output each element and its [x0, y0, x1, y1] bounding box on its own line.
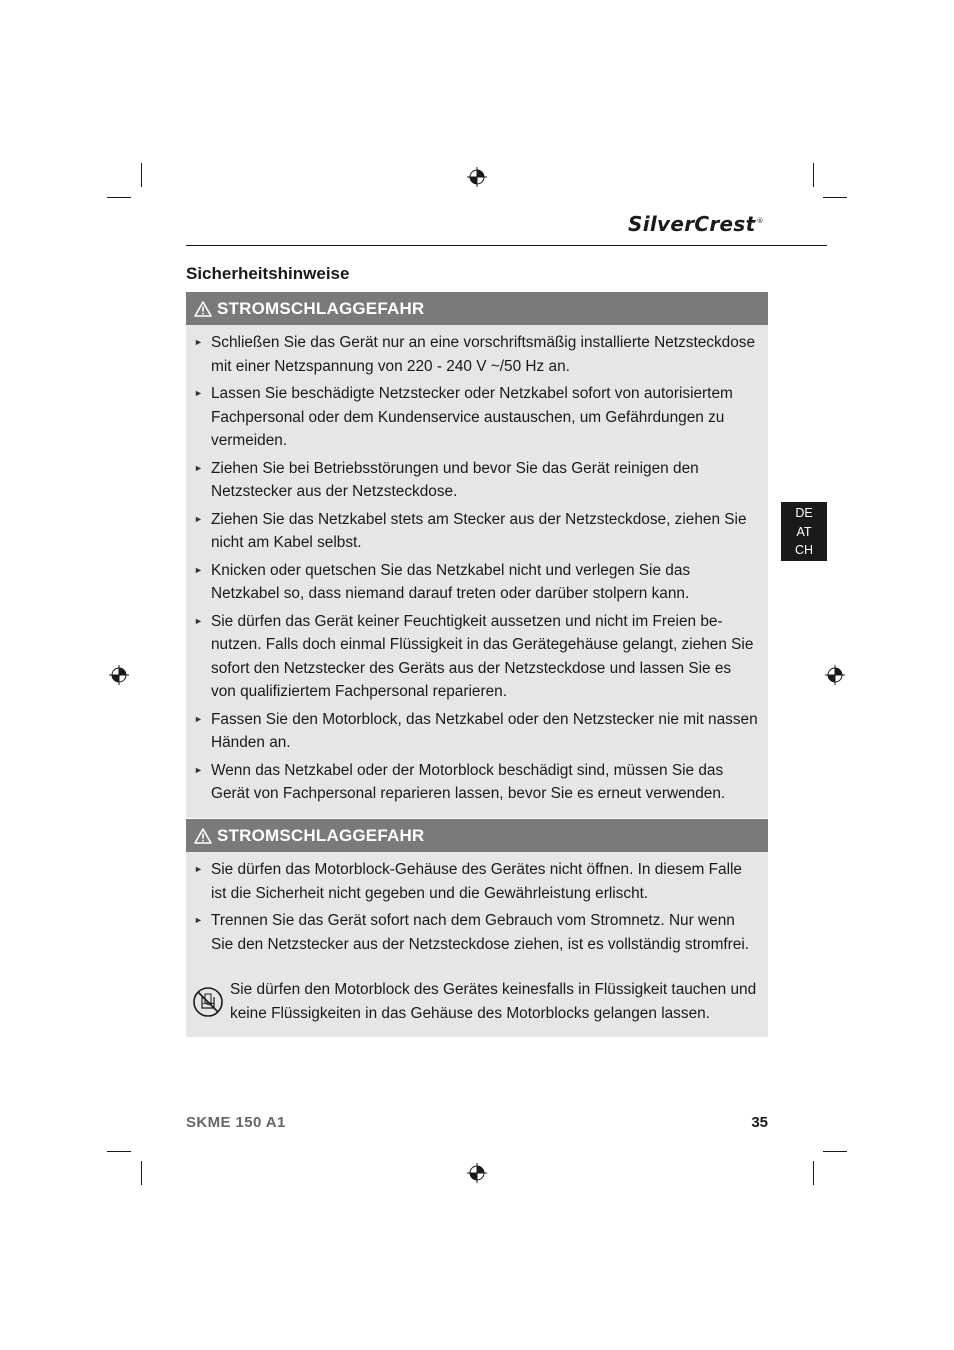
language-code: CH	[794, 543, 814, 557]
list-item	[194, 759, 760, 806]
list-item-text: Sie dürfen das Gerät keiner Feuchtigkeit aussetzen und nicht im Freien benutzen. Falls doch einmal Flüssigkeit in das Gerätegehäuse gelangt, ziehen Sie sofort den Netzstecker des Geräts aus der Netzsteckdose und lassen Sie es von qualifiziertem Fachpersonal reparieren.	[211, 612, 754, 700]
warning-box-header	[186, 819, 768, 852]
model-number: SKME 150 A1	[186, 1114, 286, 1131]
note-text: Sie dürfen den Motorblock des Gerätes keinesfalls in Flüssigkeit tauchen und keine Flüssigkeiten in das Gehäuse des Motorblocks gelangen lassen.	[230, 981, 757, 1022]
triangle-bullet-icon: ►	[194, 764, 203, 775]
list-item	[194, 457, 760, 504]
triangle-bullet-icon: ►	[194, 615, 203, 626]
crop-mark	[813, 1161, 814, 1185]
section-title: Sicherheitshinweise	[186, 264, 350, 283]
list-item-text: Lassen Sie beschädigte Netzstecker oder Netzkabel sofort von autorisiertem Fachpersonal oder dem Kundenservice austauschen, um Gefährdungen zu vermeiden.	[211, 385, 733, 449]
registered-mark: ®	[756, 217, 764, 226]
crop-mark	[141, 1161, 142, 1185]
list-item	[194, 508, 760, 555]
language-code: DE	[795, 506, 813, 520]
registration-mark-icon	[467, 1163, 487, 1183]
crop-mark	[823, 197, 847, 198]
list-item-text: Ziehen Sie bei Betriebsstörungen und bevor Sie das Gerät reinigen den Netzstecker aus der Netzsteckdose.	[211, 459, 699, 500]
warning-box-header	[186, 292, 768, 325]
list-item-text: Knicken oder quetschen Sie das Netzkabel nicht und verlegen Sie das Netzkabel so, dass niemand darauf treten oder darüber stolpern kann.	[211, 561, 691, 602]
warning-triangle-icon	[194, 828, 212, 844]
language-tab	[781, 502, 827, 561]
triangle-bullet-icon: ►	[194, 388, 203, 398]
triangle-bullet-icon: ►	[194, 462, 203, 473]
warning-heading: STROMSCHLAGGEFAHR	[217, 298, 425, 318]
list-item	[194, 382, 760, 453]
triangle-bullet-icon: ►	[194, 513, 203, 524]
brand-name: SilverCrest	[628, 212, 756, 236]
registration-mark-icon	[825, 665, 845, 685]
warning-box-2	[186, 819, 768, 1037]
triangle-bullet-icon: ►	[194, 713, 203, 724]
header-rule	[186, 245, 827, 246]
list-item	[194, 559, 760, 606]
language-code: AT	[796, 524, 812, 539]
brand-logo	[628, 212, 768, 236]
warning-triangle-icon	[194, 301, 212, 317]
warning-list	[186, 325, 768, 818]
list-item	[194, 858, 760, 905]
triangle-bullet-icon: ►	[194, 564, 203, 575]
list-item-text: Sie dürfen das Motorblock-Gehäuse des Gerätes nicht öffnen. In diesem Falle ist die Sicherheit nicht gegeben und die Gewährleistung erlischt.	[211, 861, 742, 902]
list-item	[194, 909, 760, 956]
registration-mark-icon	[467, 167, 487, 187]
crop-mark	[107, 1151, 131, 1152]
list-item-text: Ziehen Sie das Netzkabel stets am Stecker aus der Netzsteckdose, ziehen Sie nicht am Kabel selbst.	[211, 510, 747, 551]
page-number: 35	[751, 1114, 768, 1131]
list-item-text: Schließen Sie das Gerät nur an eine vorschriftsmäßig installierte Netzsteckdose mit einer Netzspannung von 220 - 240 V ~/50 Hz an.	[211, 334, 756, 375]
list-item-text: Fassen Sie den Motorblock, das Netzkabel oder den Netzstecker nie mit nassen Händen an.	[211, 710, 758, 751]
crop-mark	[107, 197, 131, 198]
immersion-note	[186, 968, 768, 1037]
crop-mark	[141, 163, 142, 187]
list-item-text: Trennen Sie das Gerät sofort nach dem Gebrauch vom Stromnetz. Nur wenn Sie den Netzstecker aus der Netzsteckdose ziehen, ist es vollständig stromfrei.	[211, 912, 750, 953]
warning-box-1	[186, 292, 768, 818]
warning-list	[186, 852, 768, 968]
crop-mark	[823, 1151, 847, 1152]
no-immersion-icon	[192, 986, 224, 1018]
list-item	[194, 331, 760, 378]
crop-mark	[813, 163, 814, 187]
list-item	[194, 610, 760, 704]
triangle-bullet-icon: ►	[194, 864, 203, 874]
registration-mark-icon	[109, 665, 129, 685]
triangle-bullet-icon: ►	[194, 337, 203, 347]
list-item-text: Wenn das Netzkabel oder der Motorblock beschädigt sind, müssen Sie das Gerät von Fachpersonal reparieren lassen, bevor Sie es erneut verwenden.	[211, 761, 726, 802]
list-item	[194, 708, 760, 755]
triangle-bullet-icon: ►	[194, 915, 203, 925]
warning-heading: STROMSCHLAGGEFAHR	[217, 825, 425, 845]
